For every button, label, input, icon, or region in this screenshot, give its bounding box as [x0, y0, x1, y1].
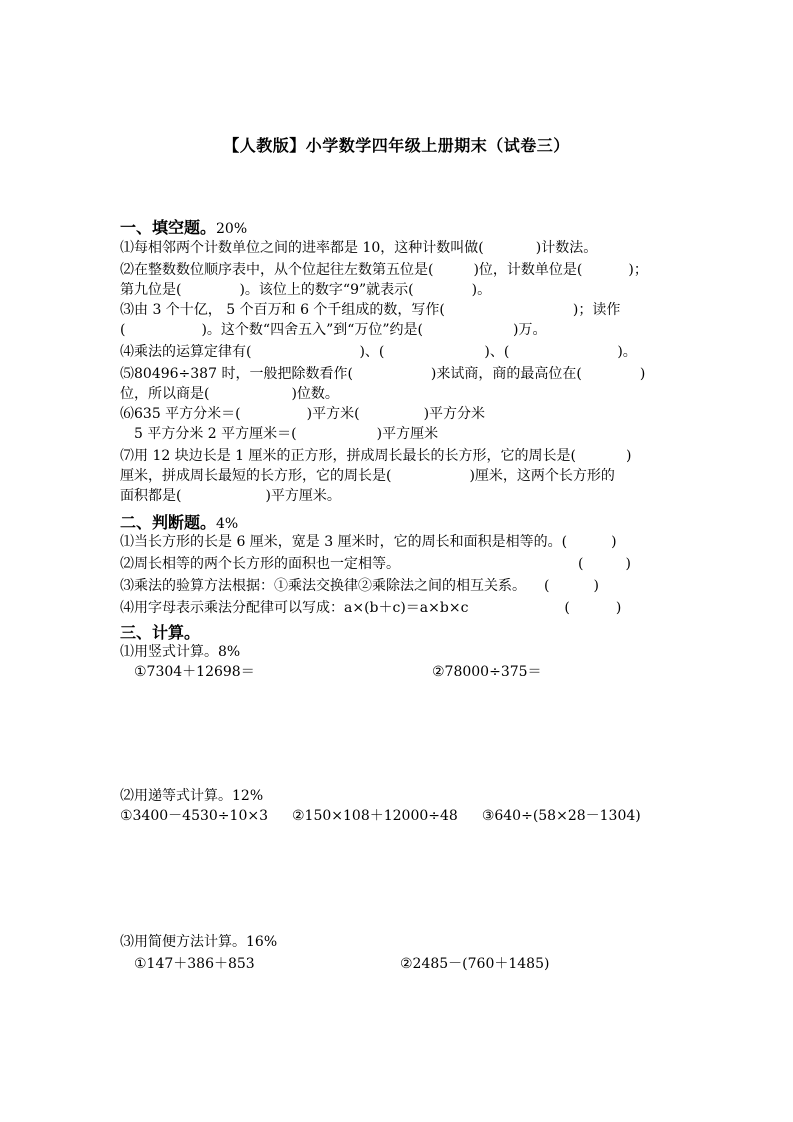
question-1-7-line1: ⑺用 12 块边长是 1 厘米的正方形，拼成周长最长的长方形，它的周长是( ): [120, 448, 632, 464]
calc-part-2-label: ⑵用递等式计算。12%: [120, 788, 264, 804]
calc-part-3-label: ⑶用简便方法计算。16%: [120, 934, 278, 950]
question-1-7-line2: 厘米，拼成周长最短的长方形，它的周长是( )厘米，这两个长方形的: [120, 468, 615, 484]
section-judge-heading: [120, 510, 238, 533]
calc-2-expr-1: ①3400－4530÷10×3: [120, 808, 268, 824]
page-title: 【人教版】小学数学四年级上册期末（试卷三）: [223, 136, 570, 155]
question-1-2-line1: ⑵在整数数位顺序表中，从个位起往左数第五位是( )位，计数单位是( )；: [120, 262, 648, 278]
calc-1-expr-1: ①7304＋12698＝: [134, 664, 255, 680]
section-title: 二、判断题。: [120, 513, 217, 532]
question-1-2-line2: 第九位是( )。该位上的数字“9”就表示( )。: [120, 282, 492, 298]
section-title: 三、计算。: [120, 623, 201, 642]
question-2-2: ⑵周长相等的两个长方形的面积也一定相等。 ( ): [120, 556, 631, 572]
question-1-3-line2: ( )。这个数“四舍五入”到“万位”约是( )万。: [120, 322, 547, 338]
calc-1-expr-2: ②78000÷375＝: [432, 664, 542, 680]
calc-3-expr-2: ②2485－(760＋1485): [400, 956, 550, 972]
section-percent: 20%: [216, 221, 248, 237]
question-2-4: ⑷用字母表示乘法分配律可以写成：a×(b＋c)＝a×b×c ( ): [120, 600, 622, 616]
calc-2-exprs: [120, 806, 641, 826]
question-1-6-line1: ⑹635 平方分米＝( )平方米( )平方分米: [120, 406, 486, 422]
question-1-1: ⑴每相邻两个计数单位之间的进率都是 10，这种计数叫做( )计数法。: [120, 240, 598, 256]
question-1-6-line2: 5 平方分米 2 平方厘米＝( )平方厘米: [134, 426, 439, 442]
calc-3-expr-1: ①147＋386＋853: [134, 956, 255, 972]
question-1-4: ⑷乘法的运算定律有( )、( )、( )。: [120, 344, 637, 360]
calc-2-expr-2: ②150×108＋12000÷48: [292, 808, 458, 824]
question-1-7-line3: 面积都是( )平方厘米。: [120, 488, 341, 504]
question-1-3-line1: ⑶由 3 个十亿， 5 个百万和 6 个千组成的数，写作( )；读作: [120, 302, 621, 318]
question-2-1: ⑴当长方形的长是 6 厘米，宽是 3 厘米时，它的周长和面积是相等的。( ): [120, 534, 617, 550]
calc-part-1-label: ⑴用竖式计算。8%: [120, 644, 241, 660]
question-2-3: ⑶乘法的验算方法根据：①乘法交换律②乘除法之间的相互关系。 ( ): [120, 578, 599, 594]
question-1-5-line2: 位，所以商是( )位数。: [120, 386, 339, 402]
section-calc-heading: [120, 620, 200, 643]
question-1-5-line1: ⑸80496÷387 时，一般把除数看作( )来试商，商的最高位在( ): [120, 366, 646, 382]
section-title: 一、填空题。: [120, 218, 217, 237]
section-fill-blank-heading: [120, 215, 247, 238]
calc-2-expr-3: ③640÷(58×28－1304): [481, 808, 641, 824]
section-percent: 4%: [216, 516, 239, 532]
